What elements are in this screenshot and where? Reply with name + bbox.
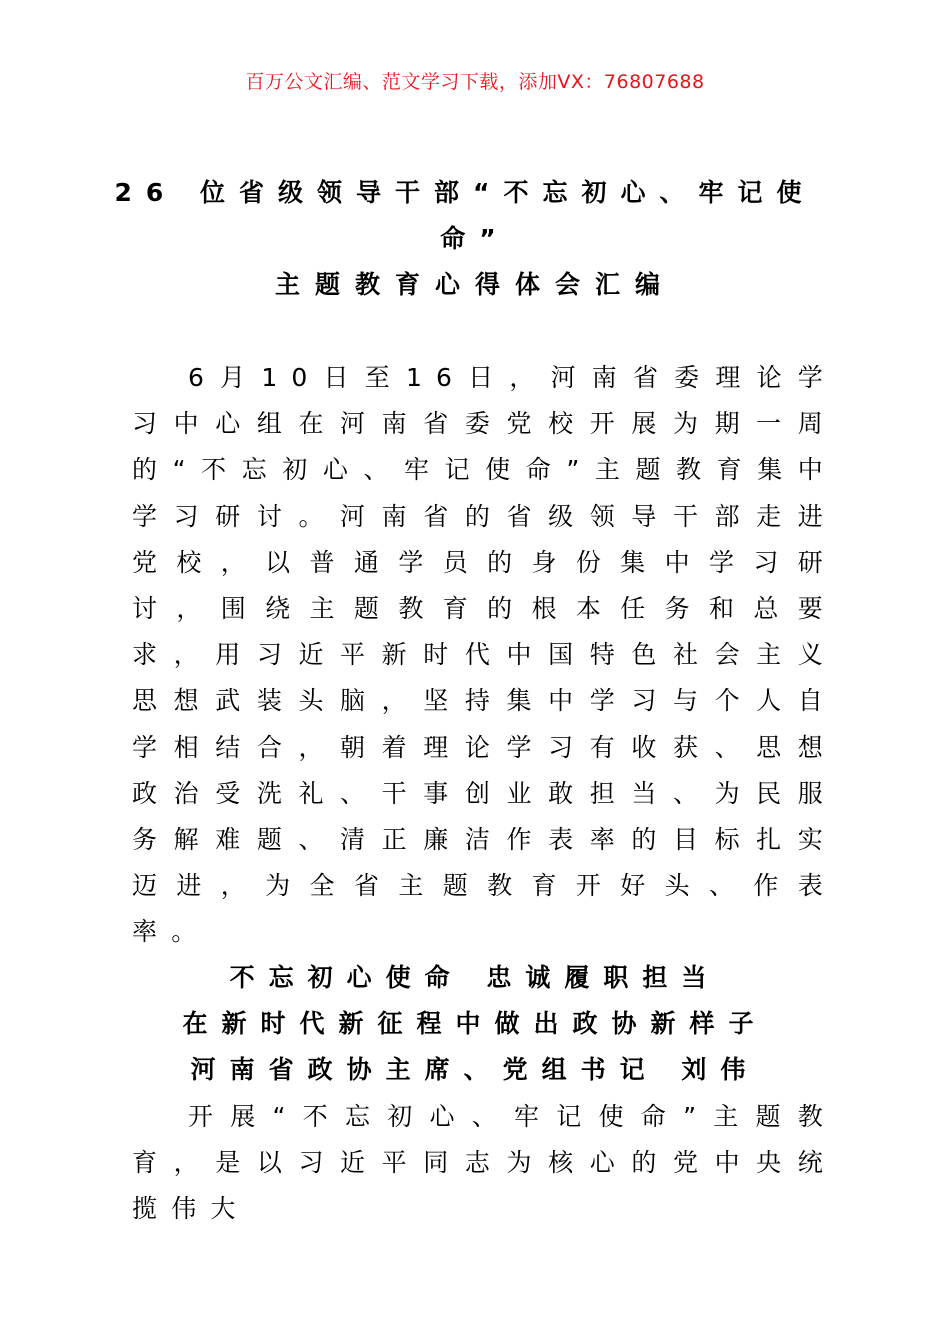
download-watermark-note: 百万公文汇编、范文学习下载，添加VX：76807688 — [245, 71, 705, 93]
section-heading-line-1: 不忘初心使命 忠诚履职担当 — [229, 963, 721, 992]
section-paragraph: 开展“不忘初心、牢记使命”主题教育，是以习近平同志为核心的党中央统揽伟大 — [132, 1102, 837, 1224]
document-subtitle: 主题教育心得体会汇编 — [274, 270, 675, 299]
intro-paragraph: 6月10日至16日，河南省委理论学习中心组在河南省委党校开展为期一周的“不忘初心、牢记使命”主题教育集中学习研讨。河南省的省级领导干部走进党校，以普通学员的身份集中学习研讨，围绕主题教育的根本任务和总要求，用习近平新时代中国特色社会主义思想武装头脑，坚持集中学习与个人自学相结合，朝着理论学习有收获、思想政治受洗礼、干事创业敢担当、为民服务解难题、清正廉洁作表率的目标扎实迈进，为全省主题教育开好头、作表率。 — [132, 363, 837, 947]
document-title-line-2: 命” — [440, 224, 510, 253]
section-author-line: 河南省政协主席、党组书记 刘伟 — [190, 1055, 760, 1084]
section-heading-line-2: 在新时代新征程中做出政协新样子 — [182, 1009, 768, 1038]
document-title-line-1: 26 位省级领导干部“不忘初心、牢记使 — [114, 178, 816, 207]
